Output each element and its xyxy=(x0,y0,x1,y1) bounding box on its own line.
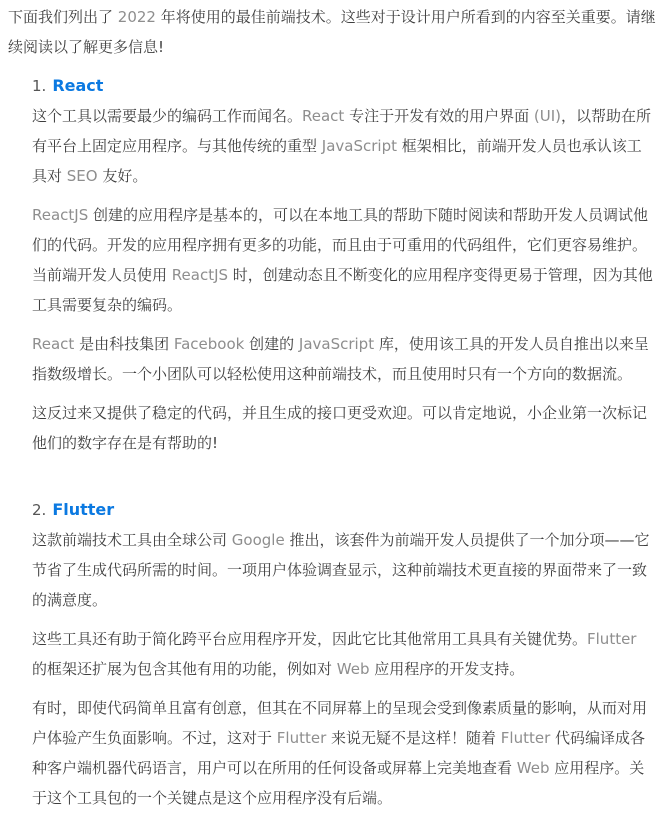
latin-text: JavaScript xyxy=(298,335,375,353)
latin-text: Facebook xyxy=(173,335,245,353)
latin-text: Web xyxy=(516,759,550,777)
intro-paragraph xyxy=(8,2,656,62)
section-paragraph xyxy=(32,329,656,389)
cjk-text: 框架相比，前端开发人员也承认该工具对 xyxy=(32,137,642,185)
cjk-text: 是由科技集团 xyxy=(74,335,174,353)
latin-text: JavaScript xyxy=(321,137,397,155)
latin-text: Flutter xyxy=(500,729,551,747)
tech-list xyxy=(8,71,656,813)
cjk-text: 时，创建动态且不断变化的应用程序变得更易于管理，因为其他工具需要复杂的编码。 xyxy=(32,266,653,314)
cjk-text: 来说无疑不是这样！随着 xyxy=(326,729,501,747)
cjk-text: 代码编译成各种客户端机器代码语言，用户可以在所用的任何设备或屏幕上完美地查看 xyxy=(32,729,646,777)
section-paragraph xyxy=(32,200,656,320)
cjk-text: 应用程序的开发支持。 xyxy=(369,660,525,678)
section-paragraph xyxy=(32,525,656,615)
cjk-text: 下面我们列出了 xyxy=(8,8,118,26)
latin-text: 2022 xyxy=(117,8,156,26)
section-paragraph xyxy=(32,693,656,813)
cjk-text: 这反过来又提供了稳定的代码，并且生成的接口更受欢迎。可以肯定地说，小企业第一次标记他们的数字存在是有帮助的! xyxy=(32,404,648,452)
section-title: Flutter xyxy=(52,500,115,519)
cjk-text: 的框架还扩展为包含其他有用的功能，例如对 xyxy=(32,660,337,678)
section-flutter-heading xyxy=(32,495,656,525)
cjk-text: 专注于开发有效的用户界面 xyxy=(344,107,534,125)
cjk-text: 这款前端技术工具由全球公司 xyxy=(32,531,232,549)
section-paragraph xyxy=(32,398,656,458)
cjk-text: ，以帮助在所有平台上固定应用程序。与其他传统的重型 xyxy=(32,107,651,155)
latin-text: Flutter xyxy=(587,630,637,648)
cjk-text: 这些工具还有助于简化跨平台应用程序开发，因此它比其他常用工具具有关键优势。 xyxy=(32,630,588,648)
latin-text: Flutter xyxy=(276,729,327,747)
cjk-text: 推出，该套件为前端开发人员提供了一个加分项——它节省了生成代码所需的时间。一项用户体验调查显示，这种前端技术更直接的界面带来了一致的满意度。 xyxy=(32,531,650,609)
section-react-heading xyxy=(32,71,656,101)
section-paragraph xyxy=(32,101,656,191)
latin-text: SEO xyxy=(66,167,98,185)
latin-text: (UI) xyxy=(533,107,561,125)
section-flutter xyxy=(32,495,656,813)
latin-text: Web xyxy=(336,660,370,678)
latin-text: React xyxy=(302,107,345,125)
latin-text: ReactJS xyxy=(32,206,89,224)
cjk-text: 创建的 xyxy=(244,335,299,353)
cjk-text: 应用程序。关于这个工具包的一个关键点是这个应用程序没有后端。 xyxy=(32,759,645,807)
cjk-text: 有时，即使代码简单且富有创意，但其在不同屏幕上的呈现会受到像素质量的影响，从而对用户体验产生负面影响。不过，这对于 xyxy=(32,699,648,747)
cjk-text: 这个工具以需要最少的编码工作而闻名。 xyxy=(32,107,303,125)
section-react xyxy=(32,71,656,458)
cjk-text: 库，使用该工具的开发人员自推出以来呈指数级增长。一个小团队可以轻松使用这种前端技术，而且使用时只有一个方向的数据流。 xyxy=(32,335,649,383)
latin-text: ReactJS xyxy=(171,266,229,284)
section-paragraph xyxy=(32,624,656,684)
cjk-text: 年将使用的最佳前端技术。这些对于设计用户所看到的内容至关重要。请继续阅读以了解更多信息! xyxy=(8,8,656,56)
latin-text: Google xyxy=(231,531,285,549)
section-title: React xyxy=(52,76,104,95)
cjk-text: 创建的应用程序是基本的，可以在本地工具的帮助下随时阅读和帮助开发人员调试他们的代码。开发的应用程序拥有更多的功能，而且由于可重用的代码组件，它们更容易维护。当前端开发人员使用 xyxy=(32,206,649,284)
section-number: 1. xyxy=(32,77,47,95)
latin-text: React xyxy=(32,335,75,353)
cjk-text: 友好。 xyxy=(97,167,148,185)
section-number: 2. xyxy=(32,501,47,519)
